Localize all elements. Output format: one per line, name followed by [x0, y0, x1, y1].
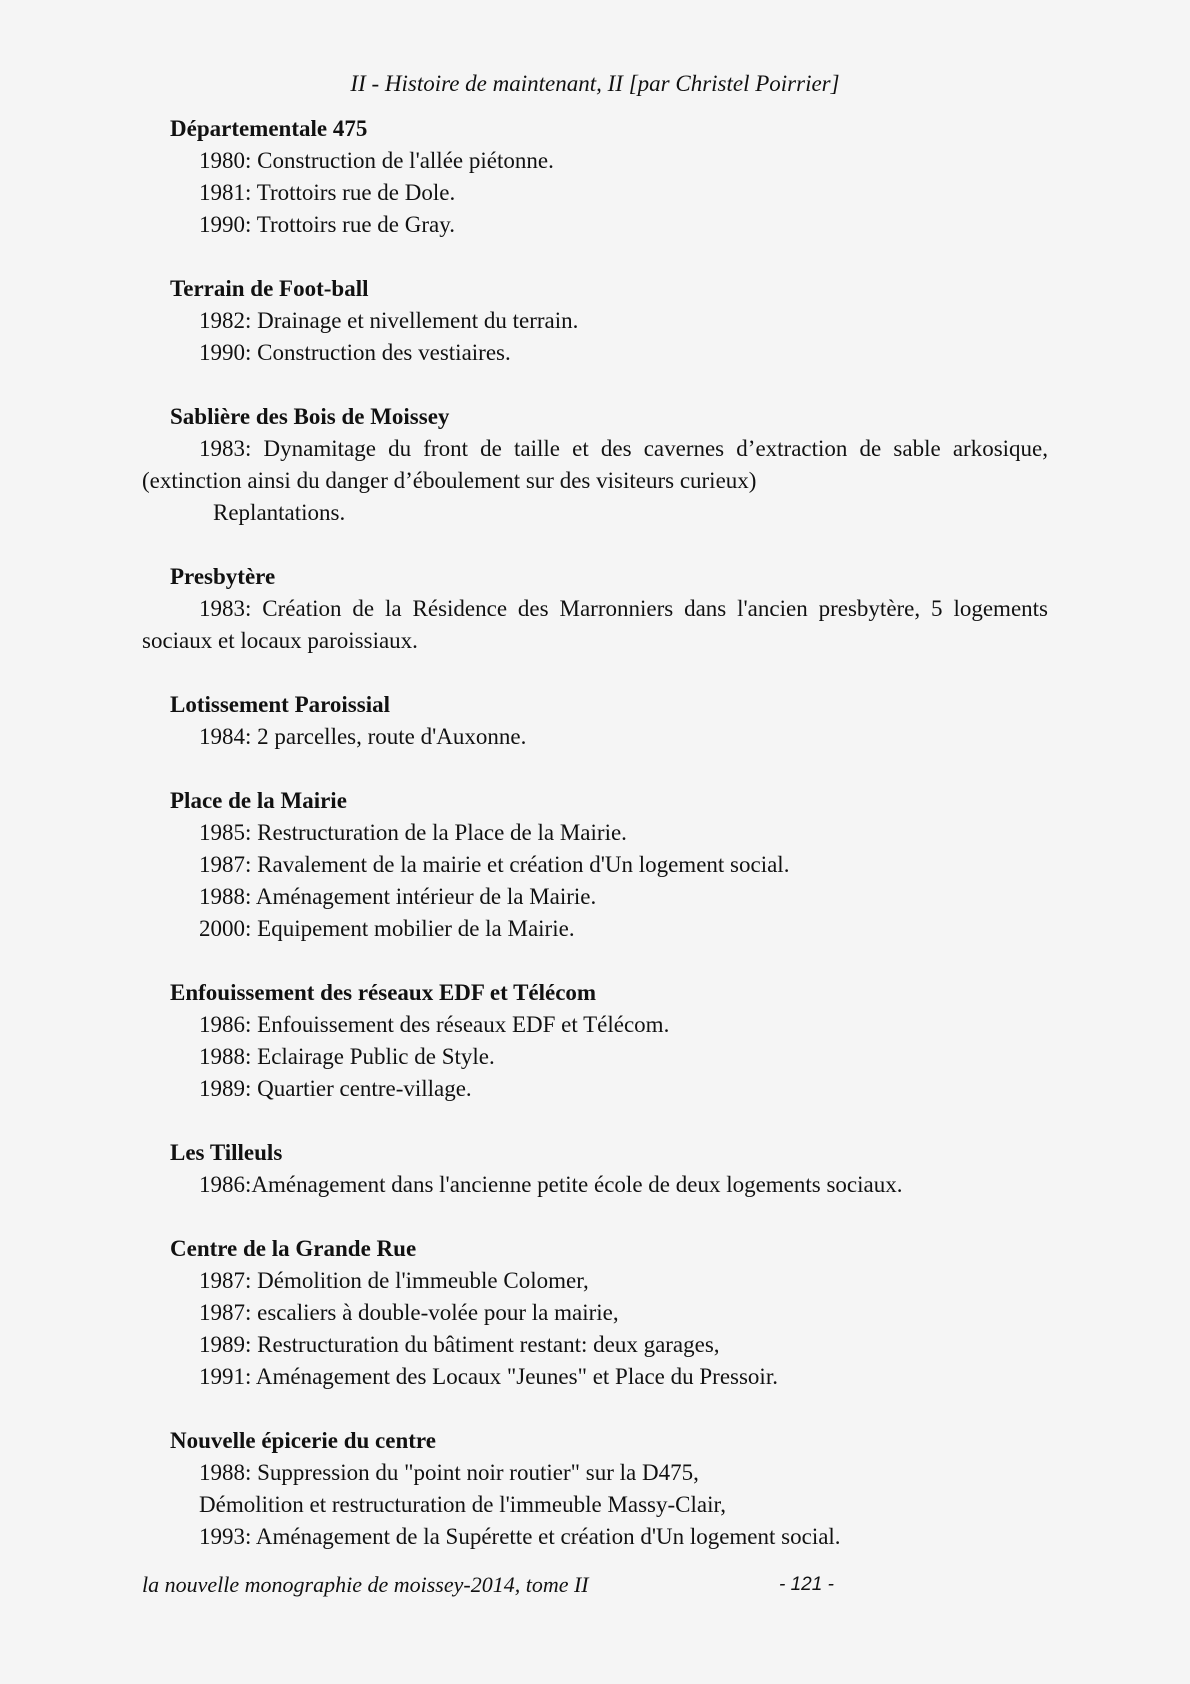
- entry: 1980: Construction de l'allée piétonne.: [199, 148, 554, 173]
- section-title: Départementale 475: [170, 116, 368, 141]
- section-title: Presbytère: [170, 564, 276, 589]
- footer-title: la nouvelle monographie de moissey-2014, tome II: [142, 1572, 589, 1597]
- section-title: Les Tilleuls: [170, 1140, 283, 1165]
- entry: 1983: Création de la Résidence des Marronniers dans l'ancien presbytère, 5 logements sociaux et locaux paroissiaux.: [142, 596, 1048, 653]
- entry: 1989: Quartier centre-village.: [199, 1076, 472, 1101]
- section-place-de-la-mairie: [142, 785, 1048, 945]
- section-les-tilleuls: [142, 1137, 1048, 1201]
- entry: 1982: Drainage et nivellement du terrain.: [199, 308, 579, 333]
- section-lotissement-paroissial: [142, 689, 1048, 753]
- entry: 1993: Aménagement de la Supérette et création d'Un logement social.: [199, 1524, 841, 1549]
- entry: Replantations.: [213, 500, 346, 525]
- section-title: Nouvelle épicerie du centre: [170, 1428, 436, 1453]
- section-centre-grande-rue: [142, 1233, 1048, 1393]
- section-terrain-de-foot-ball: [142, 273, 1048, 369]
- section-title: Place de la Mairie: [170, 788, 347, 813]
- section-title: Sablière des Bois de Moissey: [170, 404, 450, 429]
- page-content: [142, 113, 1048, 1585]
- section-departementale-475: [142, 113, 1048, 241]
- entry: 1987: Ravalement de la mairie et création d'Un logement social.: [199, 852, 790, 877]
- section-title: Lotissement Paroissial: [170, 692, 390, 717]
- entry: 1986: Enfouissement des réseaux EDF et Télécom.: [199, 1012, 670, 1037]
- section-title: Centre de la Grande Rue: [170, 1236, 417, 1261]
- entry: 1987: escaliers à double-volée pour la mairie,: [199, 1300, 619, 1325]
- entry: 1988: Eclairage Public de Style.: [199, 1044, 495, 1069]
- entry: 1985: Restructuration de la Place de la Mairie.: [199, 820, 627, 845]
- entry: 2000: Equipement mobilier de la Mairie.: [199, 916, 575, 941]
- entry: 1988: Aménagement intérieur de la Mairie.: [199, 884, 597, 909]
- running-header: II - Histoire de maintenant, II [par Christel Poirrier]: [350, 71, 840, 96]
- section-enfouissement-reseaux: [142, 977, 1048, 1105]
- entry: 1986:Aménagement dans l'ancienne petite école de deux logements sociaux.: [199, 1172, 903, 1197]
- entry: 1990: Construction des vestiaires.: [199, 340, 511, 365]
- page-number: - 121 -: [779, 1574, 834, 1595]
- entry: 1990: Trottoirs rue de Gray.: [199, 212, 455, 237]
- section-title: Terrain de Foot-ball: [170, 276, 369, 301]
- section-sabliere-des-bois: [142, 401, 1048, 529]
- entry: 1981: Trottoirs rue de Dole.: [199, 180, 456, 205]
- entry: 1983: Dynamitage du front de taille et des cavernes d’extraction de sable arkosique, (extinction ainsi du danger d’éboulement sur des visiteurs curieux): [142, 436, 1048, 493]
- entry: Démolition et restructuration de l'immeuble Massy-Clair,: [199, 1492, 726, 1517]
- section-nouvelle-epicerie: [142, 1425, 1048, 1553]
- entry: 1989: Restructuration du bâtiment restant: deux garages,: [199, 1332, 720, 1357]
- section-presbytere: [142, 561, 1048, 657]
- section-title: Enfouissement des réseaux EDF et Télécom: [170, 980, 597, 1005]
- entry: 1984: 2 parcelles, route d'Auxonne.: [199, 724, 527, 749]
- entry: 1991: Aménagement des Locaux "Jeunes" et Place du Pressoir.: [199, 1364, 778, 1389]
- entry: 1988: Suppression du "point noir routier" sur la D475,: [199, 1460, 699, 1485]
- entry: 1987: Démolition de l'immeuble Colomer,: [199, 1268, 589, 1293]
